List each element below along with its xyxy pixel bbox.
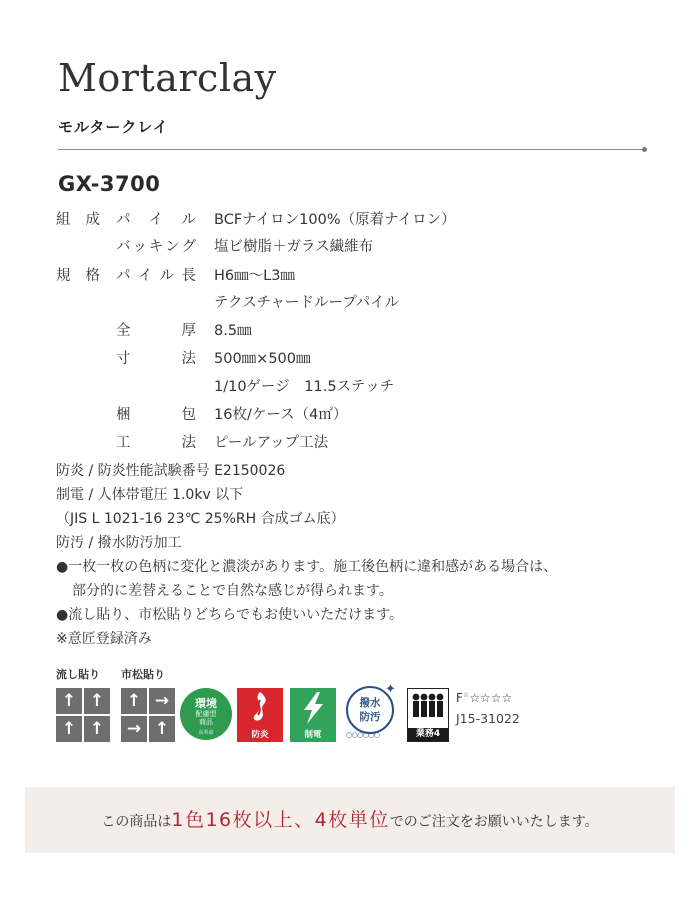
spec-value: H6㎜〜L3㎜	[214, 268, 295, 284]
note-color-variation: ●一枚一枚の色柄に変化と濃淡があります。施工後色柄に違和感がある場合は、	[56, 559, 558, 575]
stain-line1: 撥水	[359, 697, 381, 709]
note-color-variation-cont: 部分的に差替えることで自然な感じが得られます。	[72, 583, 393, 599]
spec-value: 8.5㎜	[214, 323, 252, 339]
spec-value: ピールアップ工法	[214, 435, 329, 451]
ichimatsu-pattern-icon	[121, 688, 175, 742]
flame-retardant-icon	[237, 688, 283, 742]
arrow-up-icon: ↑	[84, 688, 110, 714]
lightning-icon	[290, 688, 336, 728]
spec-label: バ ッ キ ン グ	[116, 239, 196, 255]
commercial-grade-icon	[407, 688, 449, 742]
eco-line1: 配慮型	[195, 710, 217, 718]
spec-label: パ イ ル 長	[116, 268, 196, 284]
spec-value: 16枚/ケース（4㎡）	[214, 407, 348, 423]
order-notice	[25, 787, 675, 853]
order-quantity: 1色16枚以上、4枚単位	[171, 809, 390, 831]
arrow-right-icon: →	[149, 688, 175, 714]
note-stain: 防汚 / 撥水防汚加工	[56, 535, 182, 551]
nagashi-pattern-icon	[56, 688, 110, 742]
spec-category: 組 成	[56, 212, 100, 228]
arrow-right-icon: →	[121, 716, 147, 742]
spec-value: テクスチャードループパイル	[214, 295, 400, 311]
arrow-up-icon: ↑	[56, 716, 82, 742]
note-static-condition: （JIS L 1021-16 23℃ 25%RH 合成ゴム底）	[56, 511, 345, 527]
note-design-registered: ※意匠登録済み	[56, 631, 152, 647]
water-repellent-icon	[344, 684, 398, 742]
droplet-icon: ○○○○○○	[346, 731, 380, 739]
order-pre: この商品は	[101, 814, 172, 830]
spec-label: パ イ ル	[116, 212, 196, 228]
spec-label: 全 厚	[116, 323, 196, 339]
eco-product-icon	[180, 688, 232, 740]
product-subtitle: モルタークレイ	[58, 118, 169, 136]
spec-label: 寸 法	[116, 351, 196, 367]
notes-list	[56, 460, 666, 652]
f-star-super: ☆	[462, 691, 470, 699]
elec-label: 制電	[304, 730, 322, 740]
spec-value: BCFナイロン100%（原着ナイロン）	[214, 212, 456, 228]
model-number: GX-3700	[58, 172, 161, 196]
spec-label: 工 法	[116, 435, 196, 451]
title-divider	[58, 149, 644, 150]
work-label: 業務4	[408, 728, 448, 741]
arrow-up-icon: ↑	[84, 716, 110, 742]
people-icon	[408, 689, 448, 727]
spec-value: 500㎜×500㎜	[214, 351, 311, 367]
spec-category: 規 格	[56, 268, 100, 284]
fire-label: 防炎	[251, 730, 269, 740]
arrow-up-icon: ↑	[149, 716, 175, 742]
product-title: Mortarclay	[58, 56, 277, 100]
eco-small: 長寿命	[198, 730, 214, 736]
sparkle-icon: ✦	[385, 682, 396, 697]
eco-title: 環境	[195, 697, 217, 710]
spec-label: 梱 包	[116, 407, 196, 423]
note-installation: ●流し貼り、市松貼りどちらでもお使いいただけます。	[56, 607, 403, 623]
jis-number: J15-31022	[456, 711, 520, 726]
stain-line2: 防汚	[359, 711, 381, 723]
antistatic-icon	[290, 688, 336, 742]
f-star-text: F☆☆☆☆☆	[456, 691, 513, 705]
note-fire: 防炎 / 防炎性能試験番号 E2150026	[56, 463, 286, 479]
divider-dot	[642, 147, 647, 152]
arrow-up-icon: ↑	[121, 688, 147, 714]
eco-line2: 商品	[199, 718, 213, 726]
spec-value: 塩ビ樹脂＋ガラス繊維布	[214, 239, 374, 255]
nagashi-label: 流し貼り	[56, 668, 100, 681]
formaldehyde-rating	[456, 691, 512, 705]
flame-icon	[237, 688, 283, 728]
spec-value: 1/10ゲージ 11.5ステッチ	[214, 379, 395, 395]
order-post: でのご注文をお願いいたします。	[389, 814, 599, 830]
arrow-up-icon: ↑	[56, 688, 82, 714]
ichimatsu-label: 市松貼り	[121, 668, 165, 681]
note-static: 制電 / 人体帯電圧 1.0kv 以下	[56, 487, 244, 503]
